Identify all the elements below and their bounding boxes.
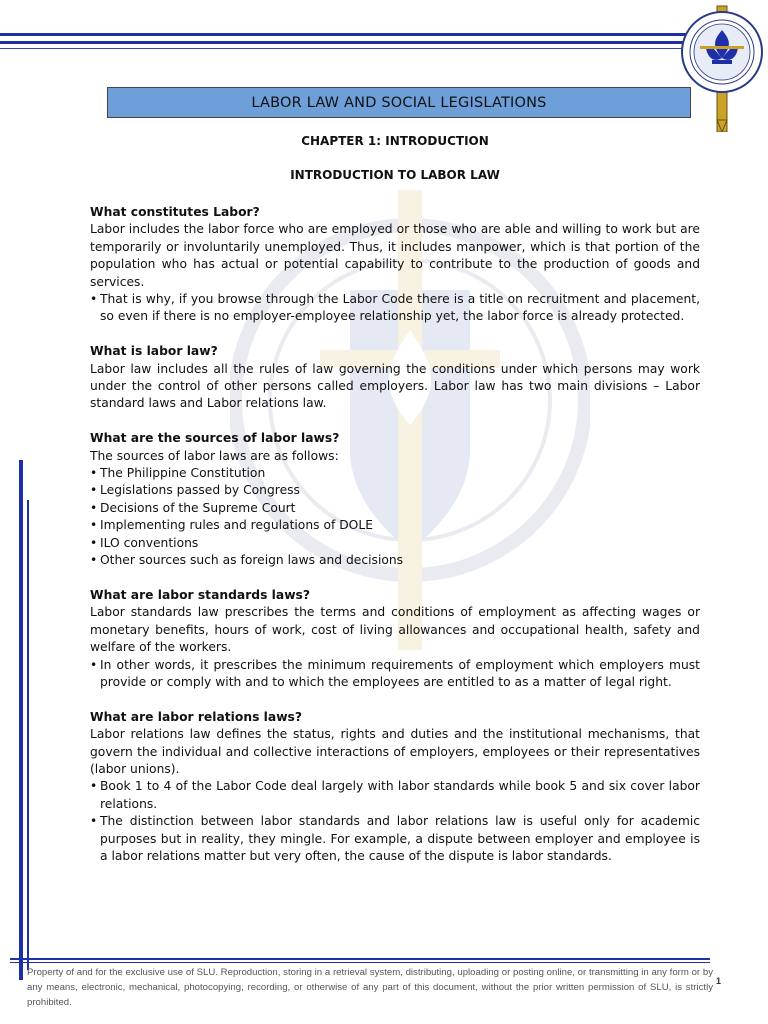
section-labor — [90, 204, 700, 326]
list-item: • Legislations passed by Congress — [90, 482, 700, 499]
section-sources — [90, 430, 700, 569]
margin-rule-outer — [19, 460, 23, 980]
list-item: • Other sources such as foreign laws and decisions — [90, 552, 700, 569]
document-title-bar — [107, 87, 691, 118]
list-item: • In other words, it prescribes the minimum requirements of employment which employers must provide or comply with and to which the employees are entitled to as a matter of legal right. — [90, 657, 700, 692]
list-item: • Book 1 to 4 of the Labor Code deal largely with labor standards while book 5 and six cover labor relations. — [90, 778, 700, 813]
bullet-list — [90, 291, 700, 326]
section-question: What constitutes Labor? — [90, 205, 260, 219]
section-paragraph: Labor law includes all the rules of law governing the conditions under which persons may work under the control of other persons called employers. Labor law has two main divisions – Labor standard laws and Labor relations law. — [90, 361, 700, 411]
bullet-list — [90, 657, 700, 692]
section-paragraph: Labor standards law prescribes the terms and conditions of employment as affecting wages or monetary benefits, hours of work, cost of living allowances and occupational health, safety and welfare of the workers. — [90, 605, 700, 655]
document-body — [90, 204, 700, 883]
list-item: • That is why, if you browse through the Labor Code there is a title on recruitment and placement, so even if there is no employer-employee relationship yet, the labor force is already protected. — [90, 291, 700, 326]
section-standards — [90, 587, 700, 691]
list-item: • The distinction between labor standards and labor relations law is useful only for academic purposes but in reality, they mingle. For example, a dispute between employer and employee is a labor relations matter but very often, the cause of the dispute is labor standards. — [90, 813, 700, 865]
section-question: What are labor standards laws? — [90, 587, 311, 602]
section-question: What are labor relations laws? — [90, 709, 303, 724]
header-rule-middle — [0, 41, 700, 44]
bullet-list — [90, 778, 700, 865]
section-paragraph: The sources of labor laws are as follows: — [90, 448, 339, 463]
list-item: • Decisions of the Supreme Court — [90, 500, 700, 517]
section-heading: INTRODUCTION TO LABOR LAW — [290, 168, 500, 182]
section-labor-law — [90, 343, 700, 413]
list-item: • ILO conventions — [90, 535, 700, 552]
section-paragraph: Labor relations law defines the status, rights and duties and the institutional mechanisms, that govern the individual and collective interactions of employers, employees or their representatives (labor unions). — [90, 727, 700, 776]
chapter-heading: CHAPTER 1: INTRODUCTION — [301, 134, 489, 148]
document-title: LABOR LAW AND SOCIAL LEGISLATIONS — [251, 94, 547, 111]
footer-rule-bottom — [10, 962, 710, 963]
page-number: 1 — [716, 976, 722, 986]
list-item: • Implementing rules and regulations of DOLE — [90, 517, 700, 534]
margin-rule-inner — [27, 500, 29, 970]
header-rule-bottom — [0, 48, 690, 49]
section-question: What are the sources of labor laws? — [90, 431, 340, 446]
section-paragraph: Labor includes the labor force who are employed or those who are able and willing to work but are temporarily or involuntarily unemployed. Thus, it includes manpower, which is that portion of the population who has actual or potential capability to contribute to the production of goods and services. — [90, 222, 700, 289]
list-item: • The Philippine Constitution — [90, 465, 700, 482]
section-relations — [90, 709, 700, 866]
header-rule-top — [0, 33, 700, 36]
bullet-list — [90, 465, 700, 569]
footer-rule-top — [10, 958, 710, 960]
section-question: What is labor law? — [90, 344, 218, 359]
copyright-notice: Property of and for the exclusive use of SLU. Reproduction, storing in a retrieval system, distributing, uploading or posting online, or transmitting in any form or by any means, electronic, mechanical, photocopying, recording, or otherwise of any part of this document, without the prior written permission of SLU, is strictly prohibited. — [27, 967, 713, 1008]
